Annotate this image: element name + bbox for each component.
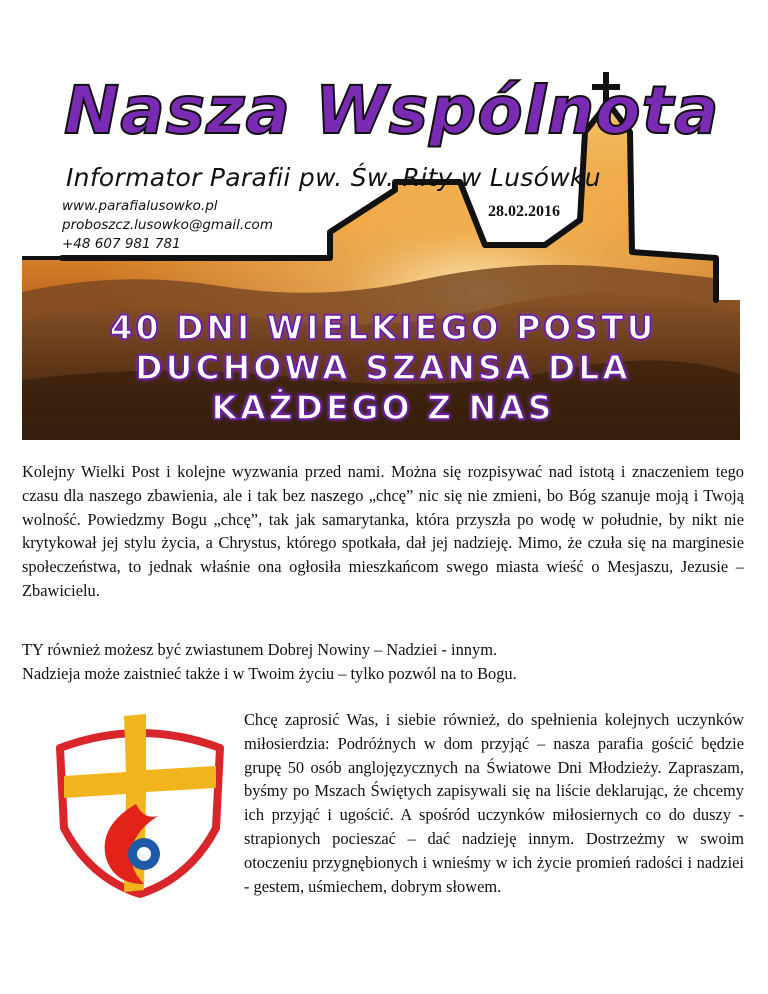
article-paragraph-3: [22, 708, 744, 898]
parish-subtitle: Informator Parafii pw. Św. Rity w Lusówku: [66, 163, 601, 192]
headline-line-1: 40 DNI WIELKIEGO POSTU: [109, 308, 657, 347]
contact-block: [62, 197, 273, 254]
email-link[interactable]: proboszcz.lusowko@gmail.com: [62, 217, 273, 233]
headline-line-2: DUCHOWA SZANSA DLA: [135, 348, 631, 387]
website-link[interactable]: www.parafialusowko.pl: [62, 198, 218, 214]
header-banner: [0, 0, 768, 450]
issue-date: 28.02.2016: [488, 203, 560, 220]
headline-line-3: KAŻDEGO Z NAS: [211, 388, 555, 427]
paragraph-2-line-1: TY również możesz być zwiastunem Dobrej Nowiny – Nadziei - innym.: [22, 640, 498, 659]
paragraph-3-text: Chcę zaprosić Was, i siebie również, do spełnienia kolejnych uczynków miłosierdzia: Podróżnych w dom przyjąć – nasza parafia gościć będzie grupę 50 osób anglojęzycznych na Światowe Dni Młodzieży. Zapraszam, byśmy po Mszach Świętych zapisywali się na liście deklarując, że chcemy ich przyjąć i ugościć. A spośród uczynków miłosiernych co do duszy - strapionych pocieszać – dać nadzieję innym. Dostrzeżmy w swoim otoczeniu przygnębionych i wnieśmy w ich życie promień radości i nadziei - gestem, uśmiechem, dobrym słowem.: [244, 710, 744, 896]
headline: [60, 308, 706, 428]
newsletter-title: Nasza Wspólnota: [64, 72, 720, 149]
phone-number: +48 607 981 781: [62, 236, 181, 252]
paragraph-2-line-2: Nadzieja może zaistnieć także i w Twoim życiu – tylko pozwól na to Bogu.: [22, 663, 517, 683]
article-paragraph-1: Kolejny Wielki Post i kolejne wyzwania przed nami. Można się rozpisywać nad istotą i znaczeniem tego czasu dla naszego zbawienia, ale i tak bez naszego „chcę” nic się nie zmieni, bo Bóg szanuje moją i Twoją wolność. Powiedzmy Bogu „chcę”, tak jak samarytanka, która przyszła po wodę w południe, by nikt nie krytykował jej stylu życia, a Chrystus, którego spotkała, dał jej nadzieję. Mimo, że czuła się na marginesie społeczeństwa, to jednak właśnie ona ogłosiła mieszkańcom swego miasta wieść o Mesjaszu, Jezusie – Zbawicielu.: [22, 462, 744, 600]
article-paragraph-2: [22, 638, 744, 686]
logo-spacer: [22, 708, 244, 898]
